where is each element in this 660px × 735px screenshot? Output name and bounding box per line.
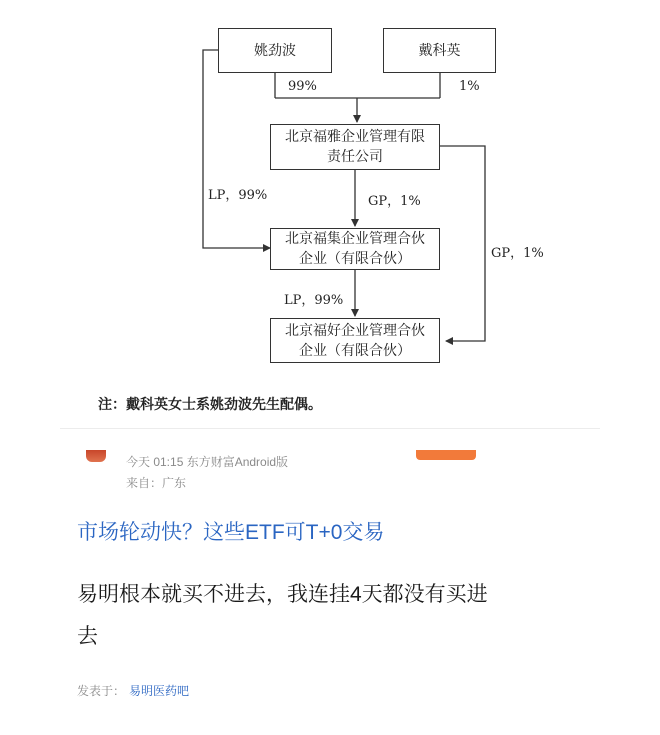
- edge-label-fuji-fuhao: LP，99%: [284, 293, 344, 308]
- post-footer: [77, 682, 189, 699]
- edge-label-yao-fuji: LP，99%: [208, 188, 268, 203]
- node-dai-keying: [383, 28, 496, 73]
- forum-link[interactable]: 易明医药吧: [129, 684, 190, 698]
- node-fuya: [270, 124, 440, 170]
- section-divider: [60, 428, 600, 429]
- node-dai-keying-label: 戴科英: [418, 42, 461, 59]
- node-fuhao-label: 北京福好企业管理合伙企业（有限合伙）: [285, 322, 425, 359]
- post-body-text: 易明根本就买不进去，我连挂4天都没有买进去: [77, 583, 488, 648]
- node-fuhao: [270, 318, 440, 363]
- avatar[interactable]: [86, 450, 106, 462]
- edge-yao-to-fuji: [203, 50, 270, 248]
- edge-label-yao-fuya: 99%: [288, 79, 317, 94]
- edge-label-dai-fuya: 1%: [459, 79, 480, 94]
- post-footer-label: 发表于：: [77, 684, 126, 698]
- edge-label-fuya-fuji: GP，1%: [368, 194, 421, 209]
- post-meta-location: 来自：广东: [126, 476, 187, 490]
- post-title-link[interactable]: 市场轮动快？这些ETF可T+0交易: [77, 521, 385, 544]
- diagram-note: 注：戴科英女士系姚劲波先生配偶。: [98, 397, 322, 413]
- node-yao-jinbo: [218, 28, 332, 73]
- edge-label-fuya-fuhao: GP，1%: [491, 246, 544, 261]
- node-fuya-label: 北京福雅企业管理有限责任公司: [285, 129, 425, 165]
- node-fuji-label: 北京福集企业管理合伙企业（有限合伙）: [285, 231, 425, 267]
- edge-fuya-to-fuhao: [440, 146, 485, 341]
- post-meta-time: 今天 01:15 东方财富Android版: [126, 455, 289, 469]
- node-yao-jinbo-label: 姚劲波: [254, 42, 296, 59]
- action-button-fragment[interactable]: [416, 450, 476, 460]
- node-fuji: [270, 228, 440, 270]
